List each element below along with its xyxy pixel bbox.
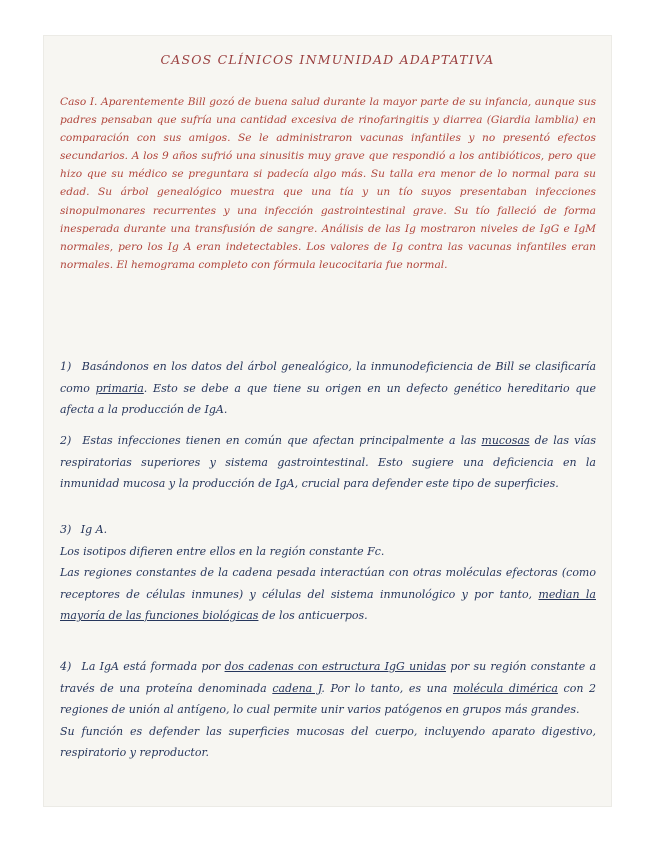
answer-number: 3) bbox=[60, 523, 72, 536]
underlined-text: cadena J bbox=[272, 681, 322, 695]
answer-number: 1) bbox=[60, 360, 72, 373]
text-fragment: Las regiones constantes de la cadena pesada interactúan con otras moléculas efectoras (como receptores de células inmunes) y células del sistema inmunológico y por tanto, bbox=[60, 566, 596, 601]
underlined-text: mucosas bbox=[481, 434, 530, 447]
answer-4 bbox=[60, 656, 596, 764]
text-fragment: Su función es defender las superficies mucosas del cuerpo, incluyendo aparato digestivo, respiratorio y reproductor. bbox=[60, 724, 596, 759]
clinical-case bbox=[60, 93, 596, 274]
answer-body-continued bbox=[60, 721, 596, 764]
text-fragment: . Por lo tanto, es una bbox=[321, 681, 453, 695]
underlined-text: primaria bbox=[95, 381, 144, 395]
text-fragment: Basándonos en los datos del árbol genealógico, la inmunodeficiencia de Bill se clasificaría como bbox=[60, 360, 597, 395]
text-fragment: Estas infecciones tienen en común que afectan principalmente a las bbox=[82, 434, 482, 447]
answer-body bbox=[60, 434, 596, 490]
answer-1 bbox=[60, 356, 596, 421]
page-title: CASOS CLÍNICOS INMUNIDAD ADAPTATIVA bbox=[160, 52, 495, 67]
underlined-text: median la mayoría de las funciones biológicas bbox=[60, 587, 596, 622]
text-fragment: de las vías respiratorias superiores y sistema gastrointestinal. Esto sugiere una deficiencia en la inmunidad mucosa y la producción de IgA, crucial para defender este tipo de superficies. bbox=[60, 434, 597, 490]
answer-heading: Ig A. bbox=[80, 523, 108, 536]
text-fragment: Los isotipos difieren entre ellos en la región constante Fc. bbox=[60, 544, 385, 558]
text-fragment: . Esto se debe a que tiene su origen en un defecto genético hereditario que afecta a la producción de IgA. bbox=[60, 381, 597, 416]
answer-3 bbox=[60, 519, 596, 627]
text-fragment: con 2 regiones de unión al antígeno, lo cual permite unir varios patógenos en grupos más grandes. bbox=[60, 681, 596, 716]
underlined-text: molécula dimérica bbox=[452, 681, 558, 695]
answer-body bbox=[60, 660, 596, 716]
case-text: Aparentemente Bill gozó de buena salud durante la mayor parte de su infancia, aunque sus padres pensaban que sufría una cantidad excesiva de rinofaringitis y diarrea (Giardia lamblia) en comparación con sus amigos. Se le administraron vacunas infantiles y no presentó efectos secundarios. A los 9 años sufrió una sinusitis muy grave que respondió a los antibióticos, pero que hizo que su médico se preguntara si padecía algo más. Su talla era menor de lo normal para su edad. Su árbol genealógico muestra que una tía y un tío suyos presentaban infecciones sinopulmonares recurrentes y una infección gastrointestinal grave. Su tío falleció de forma inesperada durante una transfusión de sangre. Análisis de las Ig mostraron niveles de IgG e IgM normales, pero los Ig A eran indetectables. Los valores de Ig contra las vacunas infantiles eran normales. El hemograma completo con fórmula leucocitaria fue normal. bbox=[60, 96, 596, 271]
underlined-text: dos cadenas con estructura IgG unidas bbox=[224, 660, 447, 673]
answer-number: 2) bbox=[60, 434, 72, 447]
case-label: Caso I. bbox=[60, 96, 98, 108]
answer-2 bbox=[60, 430, 596, 495]
answer-body bbox=[60, 541, 596, 563]
text-fragment: La IgA está formada por bbox=[81, 660, 225, 673]
text-fragment: de los anticuerpos. bbox=[258, 609, 368, 622]
answer-number: 4) bbox=[60, 660, 72, 673]
answer-body-continued bbox=[60, 562, 596, 627]
notebook-page bbox=[44, 36, 611, 806]
text-fragment: por su región constante a través de una proteína denominada bbox=[60, 660, 596, 695]
answer-body bbox=[60, 360, 596, 416]
